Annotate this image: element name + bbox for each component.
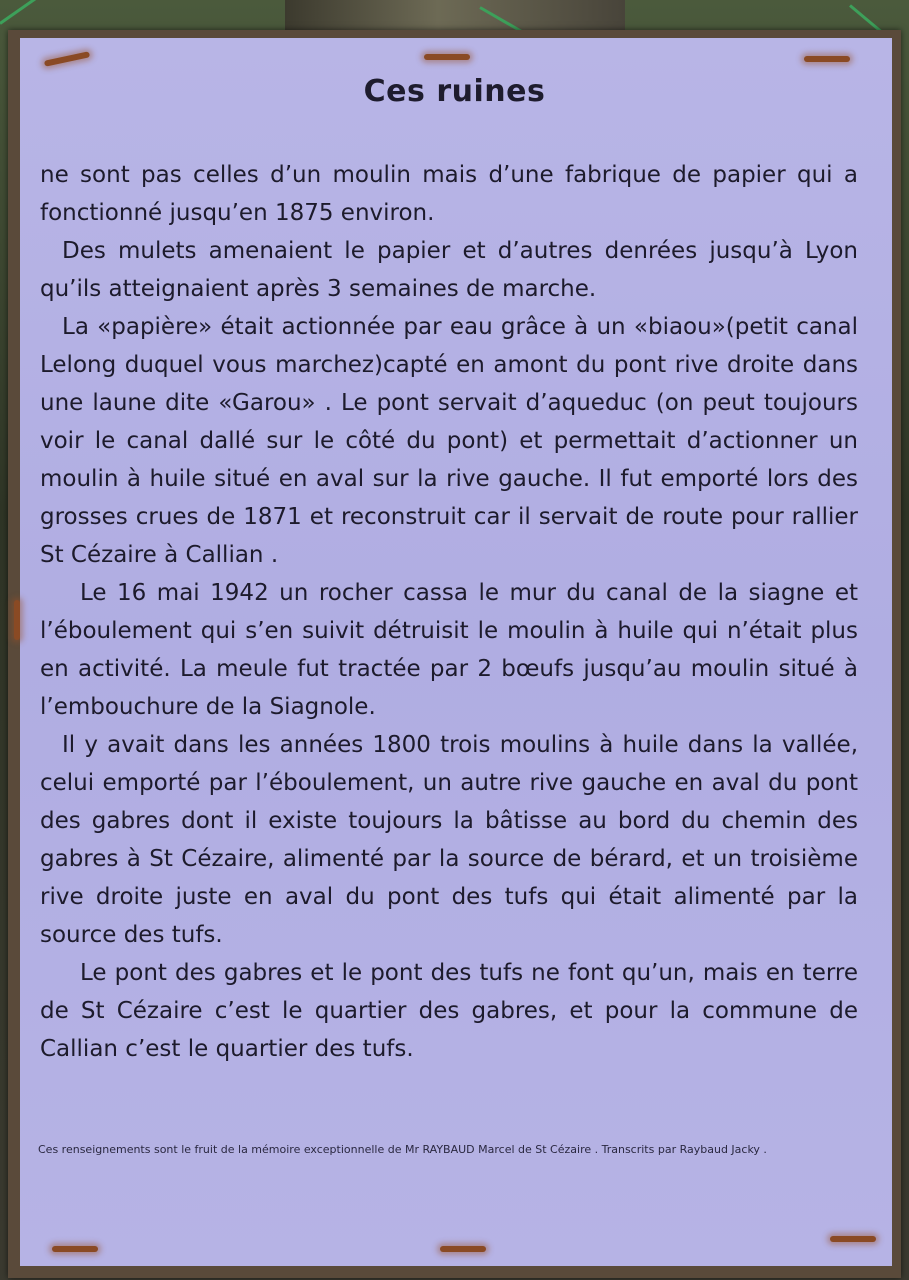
paragraph-1: ne sont pas celles d’un moulin mais d’une fabrique de papier qui a fonctionné jusqu’en 1875 environ.: [40, 162, 858, 226]
staple-bottom-left: [52, 1246, 98, 1252]
paragraph-6: Le pont des gabres et le pont des tufs ne font qu’un, mais en terre de St Cézaire c’est le quartier des gabres, et pour la commune de Callian c’est le quartier des tufs.: [40, 960, 858, 1062]
sign-footnote: Ces renseignements sont le fruit de la mémoire exceptionnelle de Mr RAYBAUD Marcel de St Cézaire . Transcrits par Raybaud Jacky .: [38, 1143, 767, 1156]
paragraph-2: Des mulets amenaient le papier et d’autres denrées jusqu’à Lyon qu’ils atteignaient après 3 semaines de marche.: [40, 238, 858, 302]
staple-middle-left: [14, 600, 20, 640]
paragraph-5: Il y avait dans les années 1800 trois moulins à huile dans la vallée, celui emporté par l’éboulement, un autre rive gauche en aval du pont des gabres dont il existe toujours la bâtisse au bord du chemin des gabres à St Cézaire, alimenté par la source de bérard, et un troisième rive droite juste en aval du pont des tufs qui était alimenté par la source des tufs.: [40, 732, 858, 948]
sign-body: [40, 156, 858, 1068]
staple-bottom-center: [440, 1246, 486, 1252]
staple-top-center: [424, 54, 470, 60]
green-wire-left: [0, 0, 50, 25]
paragraph-4: Le 16 mai 1942 un rocher cassa le mur du canal de la siagne et l’éboulement qui s’en suivit détruisit le moulin à huile qui n’était plus en activité. La meule fut tractée par 2 bœufs jusqu’au moulin situé à l’embouchure de la Siagnole.: [40, 580, 858, 720]
paragraph-3: La «papière» était actionnée par eau grâce à un «biaou»(petit canal Lelong duquel vous marchez)capté en amont du pont rive droite dans une laune dite «Garou» . Le pont servait d’aqueduc (on peut toujours voir le canal dallé sur le côté du pont) et permettait d’actionner un moulin à huile situé en aval sur la rive gauche. Il fut emporté lors des grosses crues de 1871 et reconstruit car il servait de route pour rallier St Cézaire à Callian .: [40, 314, 858, 568]
staple-bottom-right: [830, 1236, 876, 1242]
staple-top-right: [804, 56, 850, 62]
sign-title: Ces ruines: [363, 74, 546, 109]
